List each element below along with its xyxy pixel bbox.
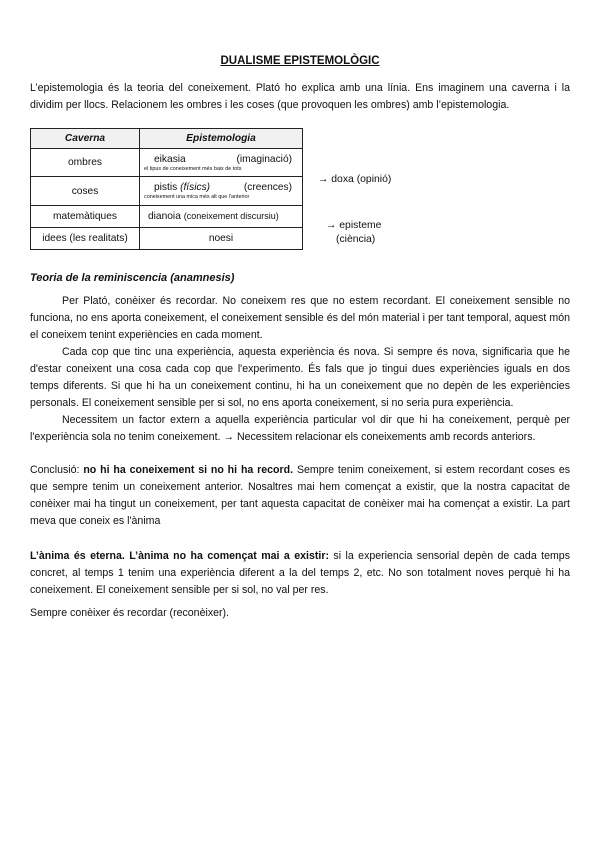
term-paren: (coneixement discursiu) [183, 211, 279, 221]
doxa-note: → doxa (opinió) [318, 174, 392, 185]
cell-caverna: matemàtiques [31, 206, 140, 228]
header-caverna: Caverna [31, 129, 140, 149]
term-text: pistis [154, 182, 178, 193]
term-note: el tipus de coneixement més baix de tots [144, 165, 242, 172]
cell-epistemologia: noesi [140, 228, 303, 250]
intro-paragraph: L’epistemologia és la teoria del coneixement. Plató ho explica amb una línia. Ens imaginem una caverna i la dividim per llocs. Relacionem les ombres i les coses (que provoquen les ombres) amb l’epistemologia. [30, 82, 570, 111]
page-title: DUALISME EPISTEMOLÒGIC [220, 55, 380, 67]
paragraph-1: Per Plató, conèixer és recordar. No coneixem res que no estem recordant. El coneixement sensible no funciona, no ens aporta coneixement, el coneixement sensible és del món material i per tant temporal, aquest món el coneixem tenint experiències en cada moment. [30, 295, 570, 341]
section-title: Teoria de la reminiscencia (anamnesis) [30, 272, 235, 284]
cell-epistemologia [140, 177, 303, 206]
final-line: Sempre conèixer és recordar (reconèixer). [30, 607, 230, 619]
term-note: coneixement una mica més alt que l'anterior [144, 194, 250, 200]
table-row [31, 206, 303, 228]
anima-bold: L’ànima és eterna. L’ànima no ha començat mai a existir: [30, 550, 329, 562]
conclusion-paragraph [30, 462, 570, 530]
table-row [31, 177, 303, 206]
table-row [31, 228, 303, 250]
term: dianoia [148, 211, 181, 222]
caverna-table [30, 128, 303, 250]
conclusion-label: Conclusió: [30, 464, 80, 476]
table-row [31, 149, 303, 177]
episteme-note: → episteme [326, 220, 382, 231]
cell-epistemologia [140, 149, 303, 177]
term-italic: (físics) [180, 182, 211, 193]
cell-caverna: ombres [31, 149, 140, 177]
anima-paragraph [30, 548, 570, 599]
term-paren: (creences) [243, 182, 292, 193]
conclusion-text: Sempre tenim coneixement, si estem recordant coses es que sempre tenim un coneixement anterior. Nosaltres mai hem començat a existir, que la nostra capacitat de conèixer mai ha tingut un coneixement, per tant aquesta capacitat de conèixer mai ha començat a existir. La part meva que coneix es l'ànima [30, 464, 571, 527]
paragraph-3: Necessitem un factor extern a aquella experiència particular vol dir que hi ha coneixement, perquè per l'experiència sola no tenim coneixement. → Necessitem relacionar els coneixements amb records anteriors. [30, 414, 570, 443]
table-header-row [31, 129, 303, 149]
term: eikasia [154, 153, 186, 165]
episteme-sub: (ciència) [336, 234, 376, 245]
cell-caverna: coses [31, 177, 140, 206]
cell-caverna: idees (les realitats) [31, 228, 140, 250]
paragraph-2: Cada cop que tinc una experiència, aquesta experiència és nova. Si sempre és nova, significaria que he d'estar coneixent una cosa cada cop que l'experimento. És fals que jo tingui dues experiències iguals en dos temps diferents. Si que hi ha un coneixement continu, hi ha un coneixement que no depèn de les experiències personals. El coneixement sensible per si sol, no ens aporta coneixement, si no seria pura experiència. [30, 346, 570, 409]
term [154, 182, 210, 193]
term-paren: (imaginació) [236, 153, 292, 165]
header-epistemologia: Epistemologia [140, 129, 303, 149]
cell-epistemologia [140, 206, 303, 228]
anima-text: si la experiencia sensorial depèn de cada temps concret, al temps 1 tenim una experiència diferent a la del temps 2, etc. No son totalment noves perquè hi ha coneixement. El coneixement sensible per si sol, no val per res. [30, 550, 570, 596]
conclusion-bold: no hi ha coneixement si no hi ha record. [83, 464, 294, 476]
